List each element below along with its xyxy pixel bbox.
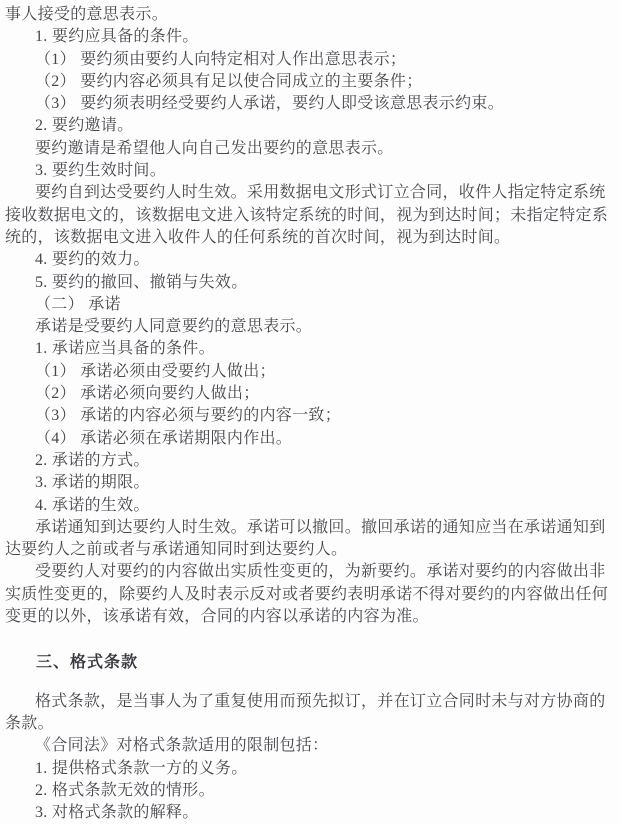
text-line: 要约邀请是希望他人向自己发出要约的意思表示。: [35, 139, 394, 157]
text-line: 实质性变更的，除要约人及时表示反对或者要约表明承诺不得对要约的内容做出任何: [5, 585, 609, 603]
text-line: 5. 要约的撤回、撤销与失效。: [35, 273, 248, 291]
text-line: 变更的以外，该承诺有效，合同的内容以承诺的内容为准。: [5, 608, 429, 626]
text-line: （3） 承诺的内容必须与要约的内容一致；: [35, 407, 342, 425]
text-line: 2. 格式条款无效的情形。: [35, 781, 215, 799]
text-line: （1） 承诺必须由受要约人做出；: [35, 362, 276, 380]
text-line: 3. 要约生效时间。: [35, 162, 167, 180]
text-line: 3. 承诺的期限。: [35, 474, 150, 492]
section-heading: 三、格式条款: [36, 654, 139, 672]
text-line: （2） 承诺必须向要约人做出；: [35, 385, 260, 403]
text-line: 统的，该数据电文进入收件人的任何系统的首次时间，视为到达时间。: [5, 228, 511, 246]
text-line: （2） 要约内容必须具有足以使合同成立的主要条件；: [35, 72, 423, 90]
text-line: （4） 承诺必须在承诺期限内作出。: [35, 429, 293, 447]
text-line: 格式条款，是当事人为了重复使用而预先拟订，并在订立合同时未与对方协商的: [35, 692, 606, 710]
text-line: 事人接受的意思表示。: [5, 6, 169, 23]
text-line: 达要约人之前或者与承诺通知同时到达要约人。: [5, 541, 348, 559]
text-line: 承诺是受要约人同意要约的意思表示。: [35, 318, 313, 336]
text-line: 3. 对格式条款的解释。: [35, 804, 199, 822]
text-line: 受要约人对要约的内容做出实质性变更的，为新要约。承诺对要约的内容做出非: [35, 563, 606, 581]
text-line: 承诺通知到达要约人时生效。承诺可以撤回。撤回承诺的通知应当在承诺通知到: [35, 518, 606, 536]
text-line: 1. 要约应具备的条件。: [35, 28, 199, 46]
text-line: 要约自到达受要约人时生效。采用数据电文形式订立合同，收件人指定特定系统: [35, 184, 606, 202]
text-line: （二） 承诺: [35, 295, 121, 313]
text-line: 条款。: [5, 714, 54, 732]
text-line: 1. 提供格式条款一方的义务。: [35, 759, 248, 777]
text-line: 1. 承诺应当具备的条件。: [35, 340, 215, 358]
text-line: （1） 要约须由要约人向特定相对人作出意思表示；: [35, 50, 407, 68]
text-line: 2. 要约邀请。: [35, 117, 134, 135]
text-line: 4. 承诺的生效。: [35, 496, 150, 514]
text-line: 4. 要约的效力。: [35, 251, 150, 269]
text-line: （3） 要约须表明经受要约人承诺，要约人即受该意思表示约束。: [35, 95, 505, 113]
text-line: 2. 承诺的方式。: [35, 451, 150, 469]
text-line: 接收数据电文的，该数据电文进入该特定系统的时间，视为到达时间；未指定特定系: [5, 206, 609, 224]
text-line: 《合同法》对格式条款适用的限制包括：: [35, 737, 329, 755]
